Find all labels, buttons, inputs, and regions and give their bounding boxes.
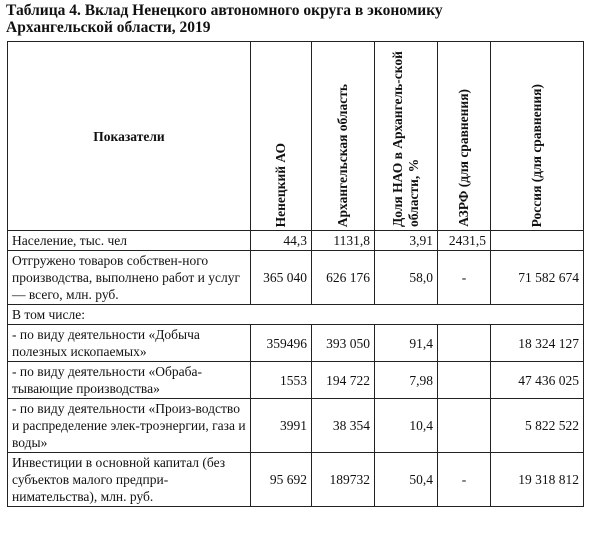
row-label: - по виду деятельности «Произ-водство и распределение элек-троэнергии, газа и воды»: [8, 399, 251, 453]
table-caption-line-2: Архангельской области, 2019: [6, 19, 211, 36]
header-arkhangelsk: [312, 42, 375, 231]
table-row-population: [8, 231, 584, 251]
row-label: Инвестиции в основной капитал (без субъектов малого предпри-нимательства), млн. руб.: [8, 453, 251, 507]
row-label: - по виду деятельности «Обраба-тывающие производства»: [8, 362, 251, 399]
cell-nao: 365 040: [251, 251, 312, 305]
table-header-row: [8, 42, 584, 231]
cell-arkhangelsk: 189732: [312, 453, 375, 507]
cell-nao: 3991: [251, 399, 312, 453]
cell-azrf: [438, 325, 491, 362]
cell-azrf: [438, 399, 491, 453]
cell-share: 10,4: [375, 399, 438, 453]
section-label: В том числе:: [8, 305, 584, 325]
header-indicators: [8, 42, 251, 231]
table-caption: [6, 2, 586, 36]
cell-share: 3,91: [375, 231, 438, 251]
row-label: Население, тыс. чел: [8, 231, 251, 251]
table-row-investment: [8, 453, 584, 507]
cell-russia: 5 822 522: [491, 399, 584, 453]
cell-arkhangelsk: 393 050: [312, 325, 375, 362]
header-azrf-label: АЗРФ (для сравнения): [456, 89, 471, 227]
cell-share: 58,0: [375, 251, 438, 305]
cell-azrf: -: [438, 251, 491, 305]
cell-russia: 71 582 674: [491, 251, 584, 305]
cell-arkhangelsk: 626 176: [312, 251, 375, 305]
cell-arkhangelsk: 1131,8: [312, 231, 375, 251]
table-caption-line-1: Таблица 4. Вклад Ненецкого автономного округа в экономику: [6, 2, 443, 19]
cell-share: 7,98: [375, 362, 438, 399]
cell-share: 50,4: [375, 453, 438, 507]
table-row-shipped-goods: [8, 251, 584, 305]
cell-russia: [491, 231, 584, 251]
table-row-utilities: [8, 399, 584, 453]
cell-nao: 95 692: [251, 453, 312, 507]
cell-nao: 1553: [251, 362, 312, 399]
cell-azrf: -: [438, 453, 491, 507]
cell-arkhangelsk: 194 722: [312, 362, 375, 399]
cell-nao: 44,3: [251, 231, 312, 251]
table-row-mining: [8, 325, 584, 362]
data-table: [7, 41, 584, 507]
header-nao: [251, 42, 312, 231]
header-indicators-label: Показатели: [93, 128, 165, 144]
header-russia-label: Россия (для сравнения): [529, 83, 544, 227]
cell-share: 91,4: [375, 325, 438, 362]
header-russia: [491, 42, 584, 231]
cell-azrf: [438, 362, 491, 399]
table-row-section: [8, 305, 584, 325]
header-share: [375, 42, 438, 231]
header-nao-label: Ненецкий АО: [273, 142, 288, 227]
row-label: - по виду деятельности «Добыча полезных ископаемых»: [8, 325, 251, 362]
row-label: Отгружено товаров собствен-ного производства, выполнено работ и услуг— всего, млн. руб.: [8, 251, 251, 305]
cell-russia: 19 318 812: [491, 453, 584, 507]
header-azrf: [438, 42, 491, 231]
header-share-label: Доля НАО в Архангель-ской области, %: [390, 51, 421, 227]
cell-nao: 359496: [251, 325, 312, 362]
cell-arkhangelsk: 38 354: [312, 399, 375, 453]
table-row-manufacturing: [8, 362, 584, 399]
cell-azrf: 2431,5: [438, 231, 491, 251]
cell-russia: 18 324 127: [491, 325, 584, 362]
header-arkhangelsk-label: Архангельская область: [335, 83, 350, 227]
cell-russia: 47 436 025: [491, 362, 584, 399]
